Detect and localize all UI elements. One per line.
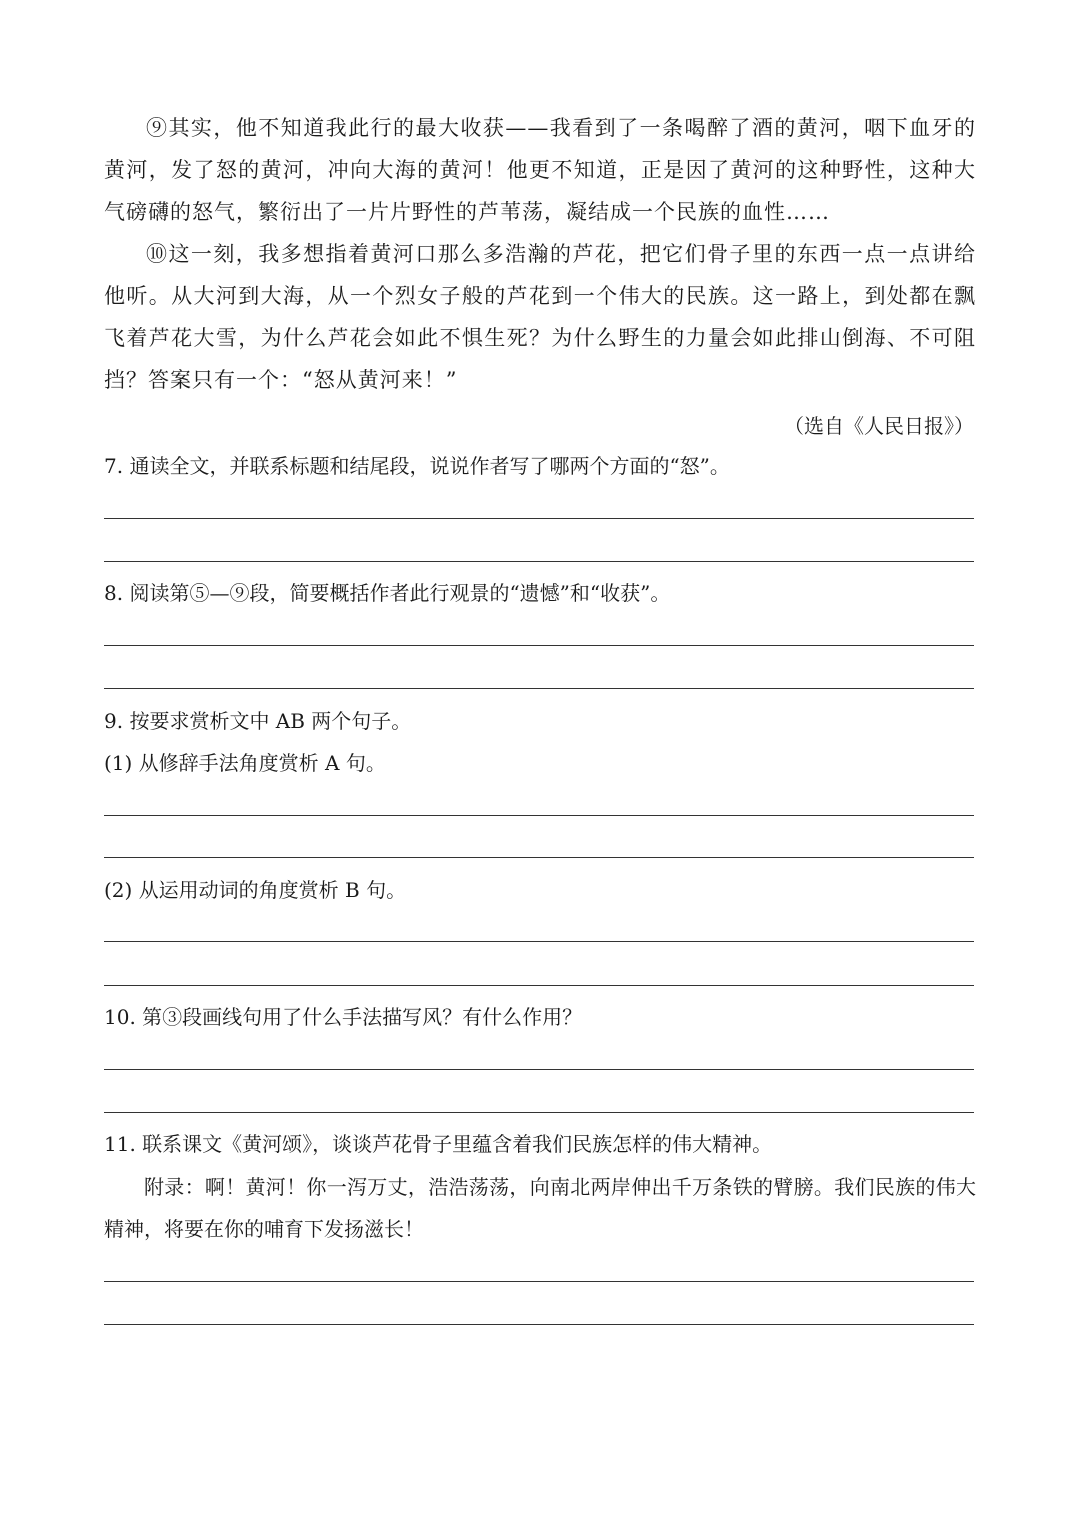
source-citation: （选自《人民日报》） — [784, 414, 974, 438]
question-10: 10. 第③段画线句用了什么手法描写风？有什么作用？ — [104, 1005, 583, 1029]
answer-line[interactable] — [104, 1281, 974, 1282]
answer-line[interactable] — [104, 815, 974, 816]
question-7: 7. 通读全文，并联系标题和结尾段，说说作者写了哪两个方面的“怒”。 — [104, 454, 730, 478]
answer-line[interactable] — [104, 985, 974, 986]
answer-line[interactable] — [104, 1069, 974, 1070]
passage-paragraph-9: ⑨其实，他不知道我此行的最大收获——我看到了一条喝醉了酒的黄河，咽下血牙的黄河，发了怒的黄河，冲向大海的黄河！他更不知道，正是因了黄河的这种野性，这种大气磅礴的怒气，繁衍出了一片片野性的芦苇荡，凝结成一个民族的血性…… — [104, 116, 976, 224]
question-8: 8. 阅读第⑤—⑨段，简要概括作者此行观景的“遗憾”和“收获”。 — [104, 581, 671, 605]
question-11: 11. 联系课文《黄河颂》，谈谈芦花骨子里蕴含着我们民族怎样的伟大精神。 — [104, 1132, 773, 1156]
question-11-appendix: 附录：啊！黄河！你一泻万丈，浩浩荡荡，向南北两岸伸出千万条铁的臂膀。我们民族的伟大精神，将要在你的哺育下发扬滋长！ — [104, 1175, 976, 1241]
answer-line[interactable] — [104, 1324, 974, 1325]
answer-line[interactable] — [104, 857, 974, 858]
question-9: 9. 按要求赏析文中 AB 两个句子。 — [104, 709, 412, 733]
question-9-part-2: (2) 从运用动词的角度赏析 B 句。 — [104, 878, 407, 902]
answer-line[interactable] — [104, 561, 974, 562]
passage-paragraph-10: ⑩这一刻，我多想指着黄河口那么多浩瀚的芦花，把它们骨子里的东西一点一点讲给他听。从大河到大海，从一个烈女子般的芦花到一个伟大的民族。这一路上，到处都在飘飞着芦花大雪，为什么芦花会如此不惧生死？为什么野生的力量会如此排山倒海、不可阻挡？答案只有一个：“怒从黄河来！” — [104, 242, 976, 392]
answer-line[interactable] — [104, 941, 974, 942]
answer-line[interactable] — [104, 1112, 974, 1113]
question-9-part-1: (1) 从修辞手法角度赏析 A 句。 — [104, 751, 386, 775]
answer-line[interactable] — [104, 518, 974, 519]
answer-line[interactable] — [104, 645, 974, 646]
answer-line[interactable] — [104, 688, 974, 689]
